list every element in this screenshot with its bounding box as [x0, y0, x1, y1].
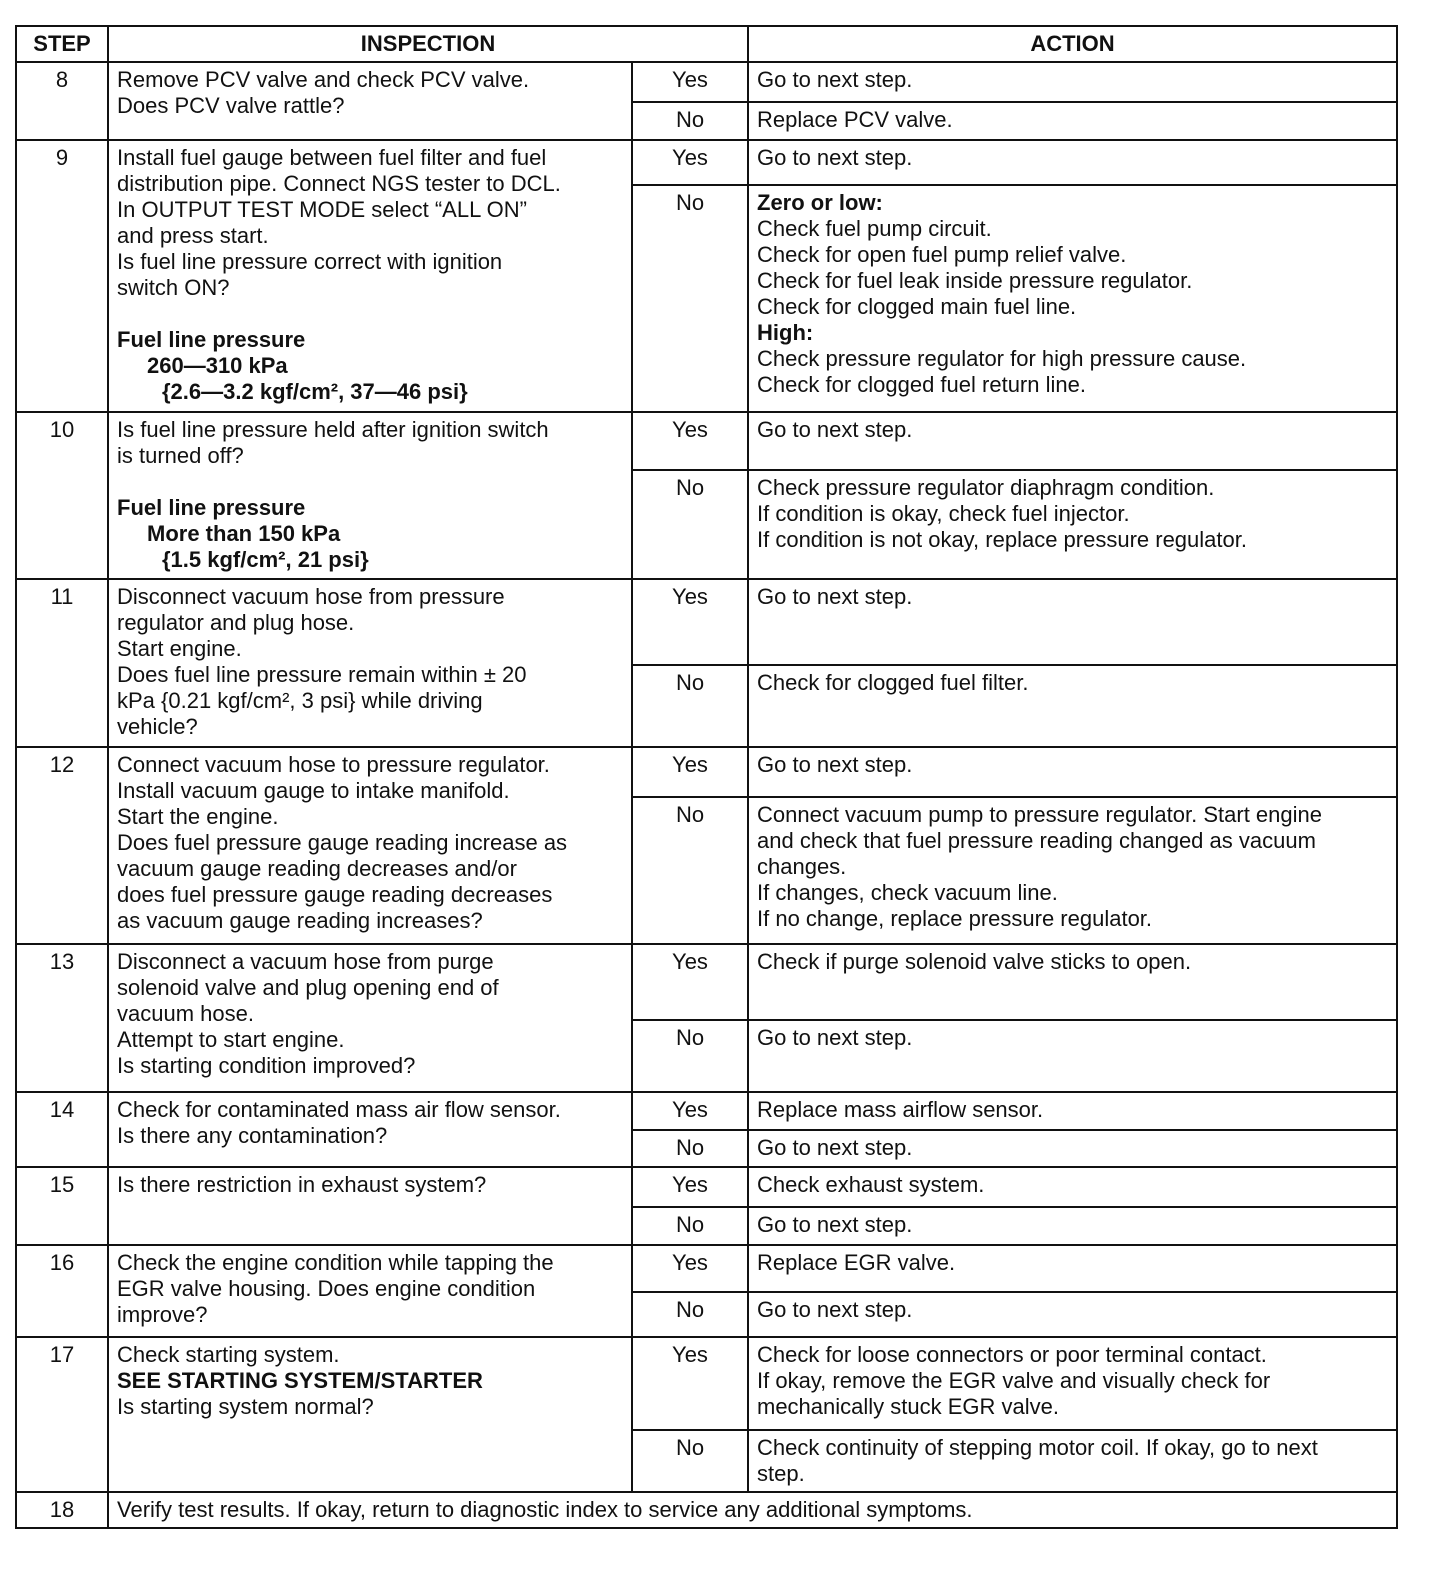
diagnostic-table: [15, 25, 1398, 1529]
action-line: Check exhaust system.: [757, 1172, 985, 1197]
step-row-yes: [16, 1092, 1397, 1130]
inspection-line: Does fuel line pressure remain within ± 20: [117, 662, 527, 687]
step-number: 12: [16, 747, 108, 944]
yes-action-cell: [748, 1167, 1397, 1207]
inspection-line: {2.6—3.2 kgf/cm², 37—46 psi}: [162, 379, 468, 404]
inspection-line: Is there any contamination?: [117, 1123, 388, 1148]
step-number: 14: [16, 1092, 108, 1167]
no-label: No: [632, 1020, 748, 1092]
inspection-cell: [108, 412, 632, 579]
inspection-line: Connect vacuum hose to pressure regulator.: [117, 752, 550, 777]
yes-action-cell: [748, 747, 1397, 797]
action-line: Replace PCV valve.: [757, 107, 953, 132]
inspection-line: EGR valve housing. Does engine condition: [117, 1276, 536, 1301]
inspection-line: More than 150 kPa: [147, 521, 341, 546]
inspection-cell: [108, 579, 632, 747]
step-number: 18: [16, 1492, 108, 1528]
no-action-cell: [748, 185, 1397, 412]
inspection-line: Check for contaminated mass air flow sensor.: [117, 1097, 561, 1122]
step-number: 13: [16, 944, 108, 1092]
step-number: 11: [16, 579, 108, 747]
yes-label: Yes: [632, 62, 748, 102]
inspection-line: Is starting condition improved?: [117, 1053, 416, 1078]
yes-action-cell: [748, 140, 1397, 185]
step-row-yes: [16, 1167, 1397, 1207]
no-label: No: [632, 1430, 748, 1492]
inspection-line: Fuel line pressure: [117, 495, 306, 520]
inspection-line: Does fuel pressure gauge reading increase as: [117, 830, 568, 855]
inspection-cell: [108, 747, 632, 944]
inspection-line: {1.5 kgf/cm², 21 psi}: [162, 547, 369, 572]
inspection-cell: [108, 62, 632, 140]
step-row-yes: [16, 1337, 1397, 1430]
step-number: 9: [16, 140, 108, 412]
yes-action-cell: [748, 944, 1397, 1020]
action-line: Go to next step.: [757, 584, 913, 609]
header-action: ACTION: [748, 26, 1397, 62]
no-label: No: [632, 665, 748, 747]
inspection-cell: [108, 1245, 632, 1337]
inspection-line: vacuum gauge reading decreases and/or: [117, 856, 517, 881]
inspection-line: Is starting system normal?: [117, 1394, 374, 1419]
action-line: mechanically stuck EGR valve.: [757, 1394, 1059, 1419]
inspection-line: Install vacuum gauge to intake manifold.: [117, 778, 510, 803]
step-number: 16: [16, 1245, 108, 1337]
yes-label: Yes: [632, 579, 748, 665]
inspection-line: Is fuel line pressure held after ignition switch: [117, 417, 549, 442]
yes-label: Yes: [632, 1337, 748, 1430]
action-line: changes.: [757, 854, 847, 879]
inspection-line: and press start.: [117, 223, 269, 248]
action-line: Go to next step.: [757, 417, 913, 442]
yes-label: Yes: [632, 944, 748, 1020]
action-line: Connect vacuum pump to pressure regulator. Start engine: [757, 802, 1322, 827]
no-label: No: [632, 1292, 748, 1337]
action-line: Replace EGR valve.: [757, 1250, 956, 1275]
step-number: 15: [16, 1167, 108, 1245]
action-line: If okay, remove the EGR valve and visually check for: [757, 1368, 1271, 1393]
no-label: No: [632, 1207, 748, 1245]
inspection-line: solenoid valve and plug opening end of: [117, 975, 499, 1000]
inspection-cell: [108, 944, 632, 1092]
action-line: Check for fuel leak inside pressure regulator.: [757, 268, 1193, 293]
inspection-line: SEE STARTING SYSTEM/STARTER: [117, 1368, 483, 1393]
inspection-line: Start engine.: [117, 636, 242, 661]
inspection-line: Remove PCV valve and check PCV valve.: [117, 67, 530, 92]
action-line: High:: [757, 320, 814, 345]
step-number: 8: [16, 62, 108, 140]
inspection-line: vacuum hose.: [117, 1001, 254, 1026]
action-line: Check pressure regulator for high pressure cause.: [757, 346, 1247, 371]
inspection-line: Check starting system.: [117, 1342, 340, 1367]
no-label: No: [632, 470, 748, 579]
action-line: Check fuel pump circuit.: [757, 216, 992, 241]
no-label: No: [632, 185, 748, 412]
step-number: 17: [16, 1337, 108, 1492]
inspection-line: Disconnect a vacuum hose from purge: [117, 949, 494, 974]
step-row-yes: [16, 62, 1397, 102]
inspection-line: Is fuel line pressure correct with ignition: [117, 249, 503, 274]
yes-label: Yes: [632, 1245, 748, 1292]
no-action-cell: [748, 102, 1397, 140]
step-row-final: [16, 1492, 1397, 1528]
action-line: Go to next step.: [757, 1212, 913, 1237]
step-row-yes: [16, 579, 1397, 665]
step-row-yes: [16, 747, 1397, 797]
inspection-line: kPa {0.21 kgf/cm², 3 psi} while driving: [117, 688, 483, 713]
header-inspection: INSPECTION: [108, 26, 748, 62]
inspection-line: improve?: [117, 1302, 208, 1327]
action-line: If condition is not okay, replace pressure regulator.: [757, 527, 1247, 552]
yes-action-cell: [748, 579, 1397, 665]
no-action-cell: [748, 1430, 1397, 1492]
action-line: Go to next step.: [757, 1025, 913, 1050]
inspection-line: regulator and plug hose.: [117, 610, 355, 635]
step-row-yes: [16, 140, 1397, 185]
inspection-cell: [108, 1092, 632, 1167]
action-line: Check for clogged fuel filter.: [757, 670, 1029, 695]
inspection-line: Does PCV valve rattle?: [117, 93, 345, 118]
no-action-cell: [748, 1207, 1397, 1245]
action-line: If condition is okay, check fuel injector.: [757, 501, 1130, 526]
action-line: Go to next step.: [757, 752, 913, 777]
yes-label: Yes: [632, 1167, 748, 1207]
no-action-cell: [748, 797, 1397, 944]
action-line: Replace mass airflow sensor.: [757, 1097, 1044, 1122]
action-line: Check continuity of stepping motor coil. If okay, go to next: [757, 1435, 1318, 1460]
step-row-yes: [16, 1245, 1397, 1292]
inspection-line: Fuel line pressure: [117, 327, 306, 352]
action-line: Go to next step.: [757, 1297, 913, 1322]
no-action-cell: [748, 1130, 1397, 1167]
action-line: Go to next step.: [757, 1135, 913, 1160]
inspection-line: switch ON?: [117, 275, 230, 300]
action-line: Check if purge solenoid valve sticks to open.: [757, 949, 1192, 974]
yes-label: Yes: [632, 747, 748, 797]
inspection-line: Attempt to start engine.: [117, 1027, 345, 1052]
no-label: No: [632, 102, 748, 140]
yes-label: Yes: [632, 140, 748, 185]
no-action-cell: [748, 1020, 1397, 1092]
yes-action-cell: [748, 412, 1397, 470]
inspection-line: vehicle?: [117, 714, 198, 739]
header-row: [16, 26, 1397, 62]
yes-label: Yes: [632, 412, 748, 470]
action-line: Go to next step.: [757, 145, 913, 170]
action-line: Check for clogged fuel return line.: [757, 372, 1086, 397]
yes-action-cell: [748, 62, 1397, 102]
step-number: 10: [16, 412, 108, 579]
inspection-line: is turned off?: [117, 443, 244, 468]
no-action-cell: [748, 470, 1397, 579]
inspection-cell: [108, 140, 632, 412]
inspection-line: Install fuel gauge between fuel filter and fuel: [117, 145, 547, 170]
inspection-line: distribution pipe. Connect NGS tester to DCL.: [117, 171, 561, 196]
no-label: No: [632, 1130, 748, 1167]
final-text: Verify test results. If okay, return to diagnostic index to service any additional symptoms.: [108, 1492, 1397, 1528]
action-line: Zero or low:: [757, 190, 883, 215]
inspection-line: Is there restriction in exhaust system?: [117, 1172, 487, 1197]
action-line: If changes, check vacuum line.: [757, 880, 1058, 905]
inspection-line: In OUTPUT TEST MODE select “ALL ON”: [117, 197, 527, 222]
inspection-line: as vacuum gauge reading increases?: [117, 908, 483, 933]
inspection-line: 260—310 kPa: [147, 353, 288, 378]
action-line: and check that fuel pressure reading changed as vacuum: [757, 828, 1316, 853]
yes-action-cell: [748, 1245, 1397, 1292]
yes-action-cell: [748, 1092, 1397, 1130]
inspection-cell: [108, 1337, 632, 1492]
inspection-cell: [108, 1167, 632, 1245]
yes-action-cell: [748, 1337, 1397, 1430]
step-row-yes: [16, 412, 1397, 470]
action-line: Go to next step.: [757, 67, 913, 92]
action-line: Check for clogged main fuel line.: [757, 294, 1077, 319]
action-line: Check for loose connectors or poor terminal contact.: [757, 1342, 1267, 1367]
inspection-line: [117, 469, 623, 495]
inspection-line: Start the engine.: [117, 804, 279, 829]
action-line: step.: [757, 1461, 805, 1486]
no-label: No: [632, 797, 748, 944]
header-step: STEP: [16, 26, 108, 62]
inspection-line: Check the engine condition while tapping the: [117, 1250, 554, 1275]
no-action-cell: [748, 1292, 1397, 1337]
action-line: Check pressure regulator diaphragm condition.: [757, 475, 1215, 500]
no-action-cell: [748, 665, 1397, 747]
inspection-line: does fuel pressure gauge reading decreases: [117, 882, 553, 907]
action-line: If no change, replace pressure regulator.: [757, 906, 1153, 931]
step-row-yes: [16, 944, 1397, 1020]
inspection-line: Disconnect vacuum hose from pressure: [117, 584, 505, 609]
yes-label: Yes: [632, 1092, 748, 1130]
inspection-line: [117, 301, 623, 327]
action-line: Check for open fuel pump relief valve.: [757, 242, 1127, 267]
